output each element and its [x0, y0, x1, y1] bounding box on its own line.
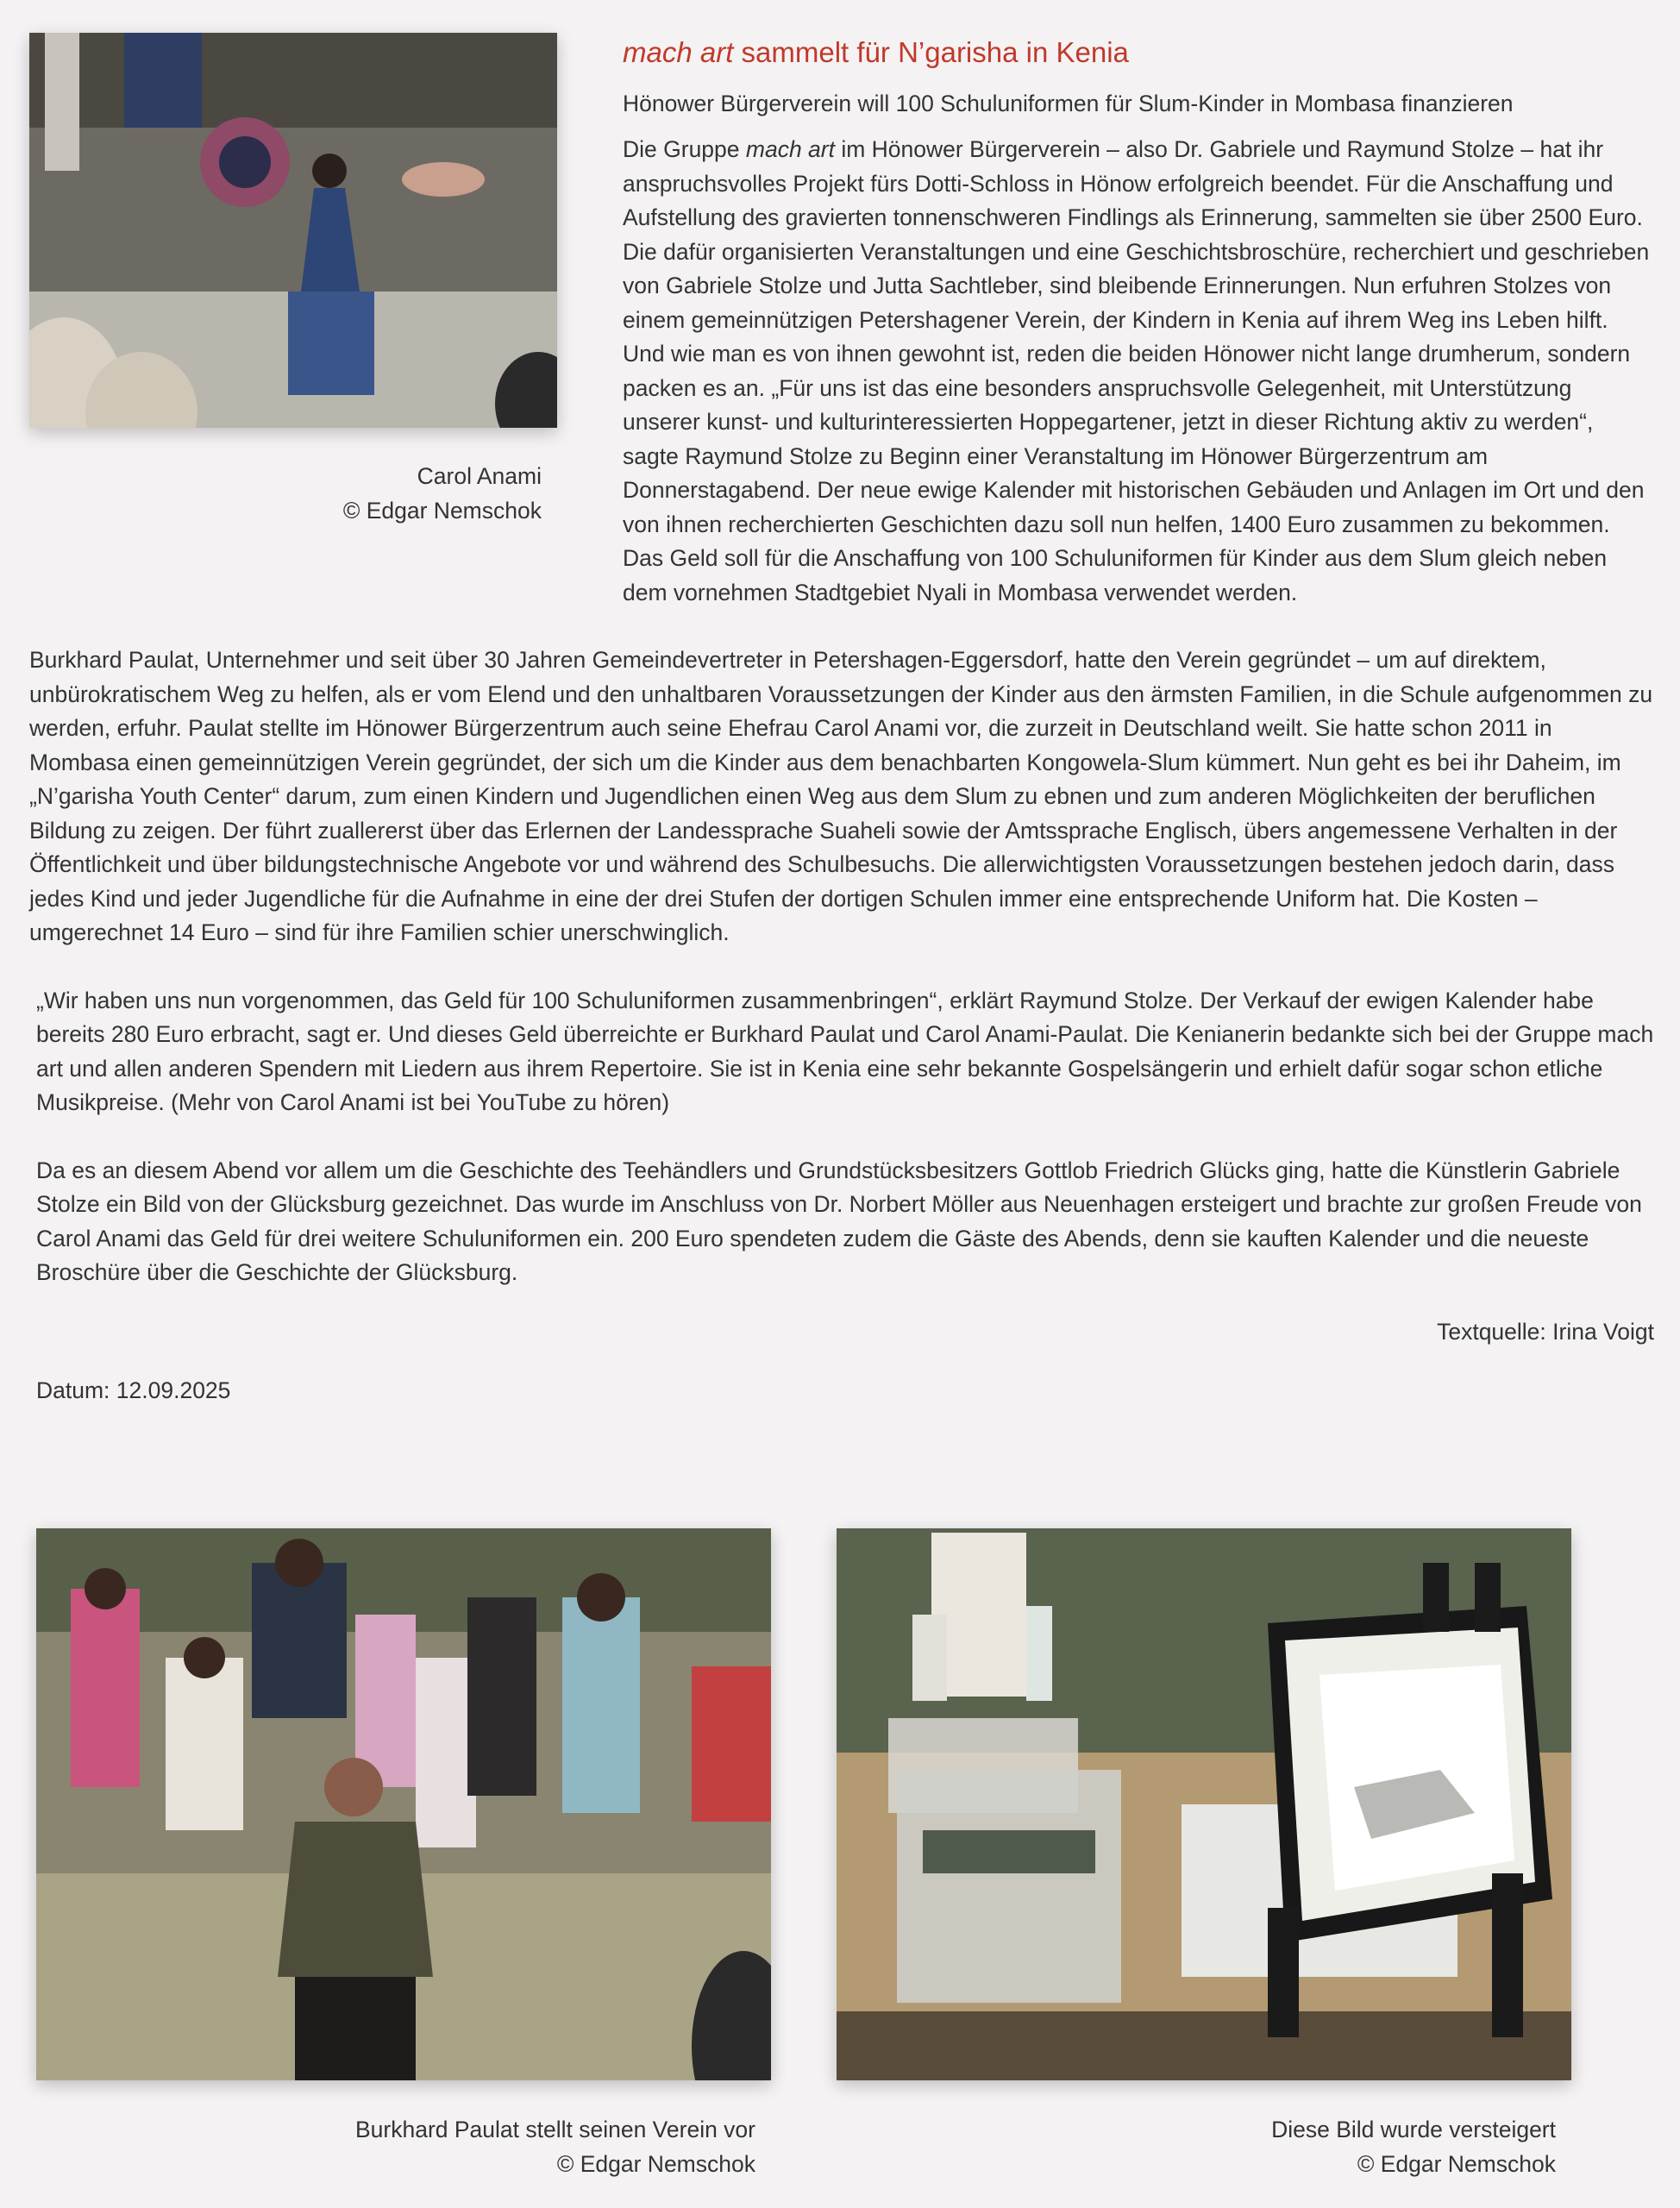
- paragraph-2: Burkhard Paulat, Unternehmer und seit über 30 Jahren Gemeindevertreter in Petershagen-Eggersdorf, hatte den Verein gegründet – um auf direktem, unbürokratischem Weg zu helfen, als er vom Elend und den unhaltbaren Voraussetzungen der Kinder aus den ärmsten Familien, in die Schule aufgenommen zu werden, erfuhr. Paulat stellte im Hönower Bürgerzentrum auch seine Ehefrau Carol Anami vor, die zurzeit in Deutschland weilt. Sie hatte schon 2011 in Mombasa einen gemeinnützigen Verein gegründet, der sich um die Kinder aus dem benachbarten Kongowela-Slum kümmert. Nun geht es bei ihr Daheim, im „N’garisha Youth Center“ darum, zum einen Kindern und Jugendlichen einen Weg aus dem Slum zu ebnen und zum anderen Möglichkeiten der beruflichen Bildung zu zeigen. Der führt zuallererst über das Erlernen der Landessprache Suaheli sowie der Amtssprache Englisch, übers angemessene Verhalten in der Öffentlichkeit und über bildungstechnische Angebote vor und während des Schulbesuchs. Die allerwichtigsten Voraussetzungen bestehen jedoch darin, dass jedes Kind und jeder Jugendliche für die Aufnahme in eine der drei Stufen der dortigen Schulen immer eine entsprechende Uniform hat. Die Kosten – umgerechnet 14 Euro – sind für ihre Familien schier unerschwinglich.: [29, 647, 1653, 945]
- photo-auctioned-drawing-image: [837, 1528, 1571, 2080]
- paragraph-3: „Wir haben uns nun vorgenommen, das Geld für 100 Schuluniformen zusammenbringen“, erklärt Raymund Stolze. Der Verkauf der ewigen Kalender habe bereits 280 Euro erbracht, sagt er. Und dieses Geld überreichte er Burkhard Paulat und Carol Anami-Paulat. Die Kenianerin bedankte sich bei der Gruppe mach art und allen anderen Spendern mit Liedern aus ihrem Repertoire. Sie ist in Kenia eine sehr bekannte Gospelsängerin und erhielt dafür sogar schon etliche Musikpreise. (Mehr von Carol Anami ist bei YouTube zu hören): [36, 987, 1654, 1115]
- caption-credit: © Edgar Nemschok: [556, 2150, 755, 2177]
- p1-rest: im Hönower Bürgerverein – also Dr. Gabriele und Raymund Stolze – hat ihr anspruchsvolles Projekt fürs Dotti-Schloss in Hönow erfolgreich beendet. Für die Anschaffung und Aufstellung des gravierten tonnenschweren Findlings als Erinnerung, sammelten sie über 2500 Euro. Die dafür organisierten Veranstaltungen und eine Geschichtsbroschüre, recherchiert und geschrieben von Gabriele Stolze und Jutta Sachtleber, sind bleibende Erinnerungen. Nun erfuhren Stolzes von einem gemeinnützigen Petershagener Verein, der Kindern in Kenia auf ihrem Weg ins Leben hilft. Und wie man es von ihnen gewohnt ist, reden die beiden Hönower nicht lange drumherum, sondern packen es an. „Für uns ist das eine besonders anspruchsvolle Gelegenheit, mit Unterstützung unserer kunst- und kulturinteressierten Hoppegartener, jetzt in dieser Richtung aktiv zu werden“, sagte Raymund Stolze zu Beginn einer Veranstaltung im Hönower Bürgerzentrum am Donnerstagabend. Der neue ewige Kalender mit historischen Gebäuden und Anlagen im Ort und den von ihnen recherchierten Geschichten dazu soll nun helfen, 1400 Euro zusammen zu bekommen. Das Geld soll für die Anschaffung von 100 Schuluniformen für Kinder aus dem Slum gleich neben dem vornehmen Stadtgebiet Nyali in Mombasa verwendet werden.: [623, 136, 1650, 605]
- p1-italic: mach art: [745, 136, 835, 162]
- article-subtitle: Hönower Bürgerverein will 100 Schuluniformen für Slum-Kinder in Mombasa finanzieren: [623, 91, 1514, 116]
- title-italic: mach art: [623, 36, 734, 68]
- text-source: Textquelle: Irina Voigt: [1437, 1318, 1654, 1345]
- paragraph-4: Da es an diesem Abend vor allem um die Geschichte des Teehändlers und Grundstücksbesitzers Gottlob Friedrich Glücks ging, hatte die Künstlerin Gabriele Stolze ein Bild von der Glücksburg gezeichnet. Das wurde im Anschluss von Dr. Norbert Möller aus Neuenhagen ersteigert und brachte zur großen Freude von Carol Anami das Geld für drei weitere Schuluniformen ein. 200 Euro spendeten zudem die Gäste des Abends, denn sie kauften Kalender und die neueste Broschüre über die Geschichte der Glücksburg.: [36, 1157, 1642, 1285]
- p1-start: Die Gruppe: [623, 136, 746, 162]
- caption-text: Burkhard Paulat stellt seinen Verein vor: [354, 2117, 755, 2142]
- photo-burkhard-paulat-caption: [36, 2113, 755, 2181]
- photo-auctioned-drawing-caption: [837, 2113, 1556, 2181]
- photo-auctioned-drawing[interactable]: [837, 1528, 1571, 2080]
- caption-credit: © Edgar Nemschok: [1357, 2150, 1556, 2177]
- caption-credit: © Edgar Nemschok: [342, 497, 542, 524]
- caption-text: Carol Anami: [417, 463, 542, 489]
- title-rest: sammelt für N’garisha in Kenia: [733, 36, 1129, 68]
- photo-float-spacer: [29, 33, 623, 623]
- article-date: Datum: 12.09.2025: [36, 1377, 231, 1403]
- article-body: [29, 33, 1654, 1408]
- photo-burkhard-paulat-image: [36, 1528, 771, 2080]
- photo-burkhard-paulat[interactable]: [36, 1528, 771, 2080]
- caption-text: Diese Bild wurde versteigert: [1271, 2117, 1556, 2142]
